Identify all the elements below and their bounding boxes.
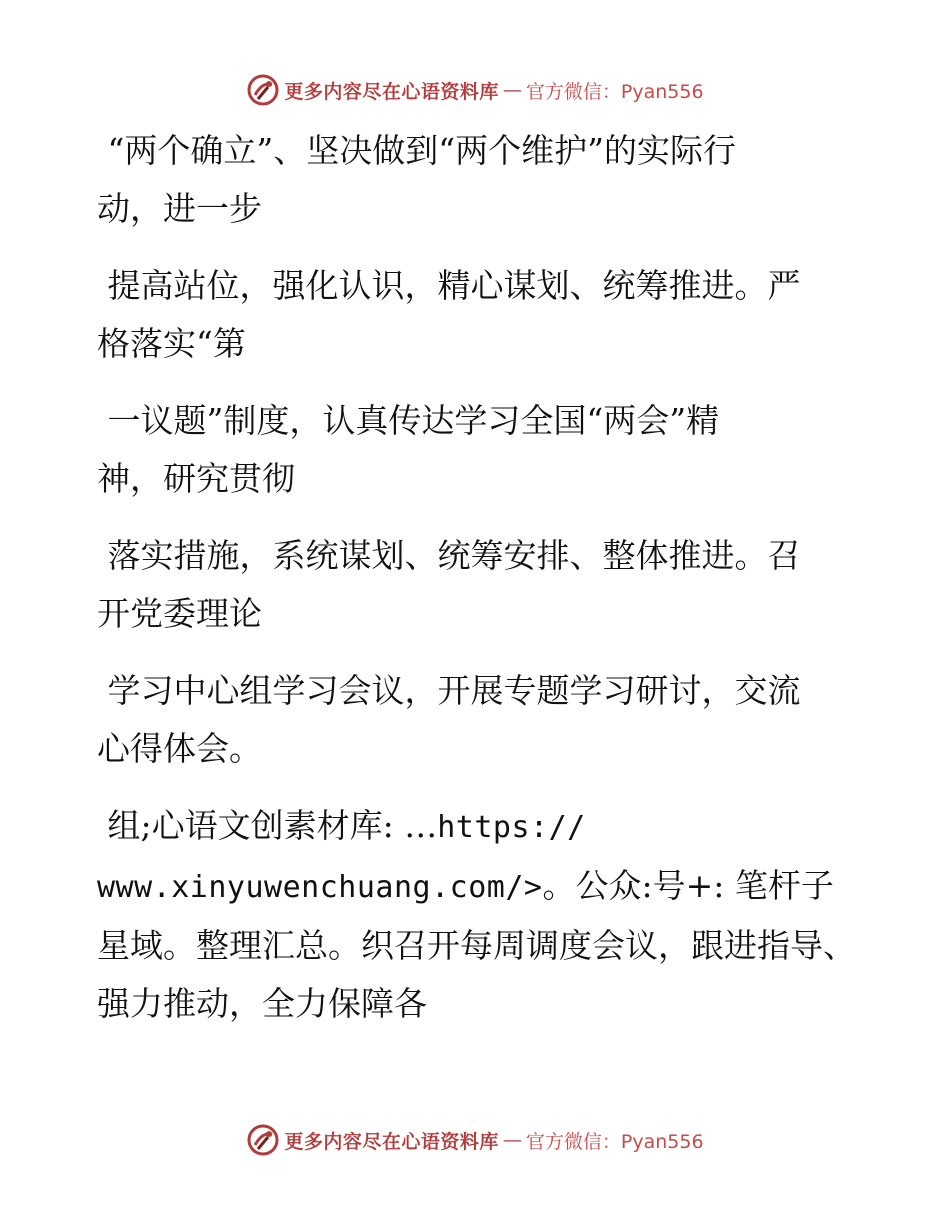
final-part-1: 组;心语文创素材库: … <box>97 806 438 845</box>
footer-banner-separator: — <box>502 1129 522 1151</box>
paragraph-4 <box>97 527 857 643</box>
paragraph-4-line-2: 开党委理论 <box>97 594 262 633</box>
final-url-scheme[interactable]: https:// <box>437 810 586 845</box>
footer-banner-contact: 官方微信：Pyan556 <box>525 1130 704 1153</box>
final-url-host[interactable]: www.xinyuwenchuang.com/> <box>97 870 543 905</box>
paragraph-4-line-1: 落实措施，系统谋划、统筹安排、整体推进。召 <box>97 536 801 575</box>
header-banner-contact: 官方微信：Pyan556 <box>525 80 704 103</box>
header-banner-inner <box>246 73 703 107</box>
logo-icon <box>246 73 280 107</box>
paragraph-3-line-2: 神，研究贯彻 <box>97 459 295 498</box>
paragraph-1-line-2: 动，进一步 <box>97 189 262 228</box>
logo-icon <box>246 1123 280 1157</box>
paragraph-final <box>97 797 857 1033</box>
footer-banner-inner <box>246 1123 703 1157</box>
paragraph-5 <box>97 662 857 778</box>
paragraph-2-line-2: 格落实“第 <box>97 324 246 363</box>
paragraph-3 <box>97 392 857 508</box>
paragraph-2-line-1: 提高站位，强化认识，精心谋划、统筹推进。严 <box>97 266 801 305</box>
final-part-4: 。公众:号+: 笔杆子星域。整理汇总。织召开每周调度会议，跟进指导、强力推动，全力保障各 <box>97 866 856 1023</box>
footer-banner-text: 更多内容尽在心语资料库 <box>284 1130 499 1153</box>
footer-banner <box>0 1120 950 1160</box>
paragraph-5-line-1: 学习中心组学习会议，开展专题学习研讨，交流 <box>97 671 801 710</box>
header-banner <box>0 70 950 110</box>
paragraph-1 <box>97 122 857 238</box>
paragraph-1-line-1: “两个确立”、坚决做到“两个维护”的实际行 <box>97 131 736 170</box>
paragraph-2 <box>97 257 857 373</box>
header-banner-separator: — <box>502 79 522 101</box>
document-body <box>97 122 857 1033</box>
header-banner-text: 更多内容尽在心语资料库 <box>284 80 499 103</box>
paragraph-5-line-2: 心得体会。 <box>97 729 262 768</box>
paragraph-3-line-1: 一议题”制度，认真传达学习全国“两会”精 <box>97 401 720 440</box>
